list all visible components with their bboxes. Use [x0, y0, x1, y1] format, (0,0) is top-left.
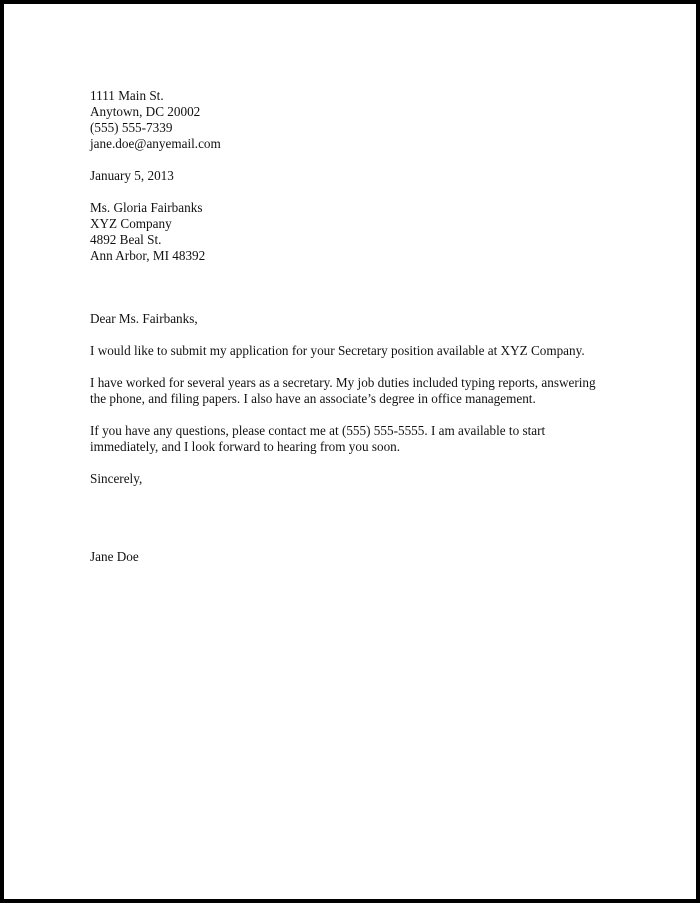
- paragraph-2-line-1: I have worked for several years as a secretary. My job duties included typing reports, answering: [90, 375, 596, 390]
- salutation: Dear Ms. Fairbanks,: [90, 311, 198, 326]
- salutation-block: [90, 311, 630, 327]
- recipient-address-block: [90, 200, 630, 264]
- closing: Sincerely,: [90, 471, 143, 486]
- sender-city: Anytown, DC 20002: [90, 104, 201, 119]
- sender-email: jane.doe@anyemail.com: [90, 136, 221, 151]
- paragraph-2-line-2: the phone, and filing papers. I also have an associate’s degree in office management.: [90, 391, 536, 406]
- letter-date: January 5, 2013: [90, 168, 174, 183]
- closing-block: [90, 471, 630, 487]
- sender-address-block: [90, 88, 630, 152]
- signature-block: [90, 549, 630, 565]
- letter-date-block: [90, 168, 630, 184]
- recipient-company: XYZ Company: [90, 216, 172, 231]
- sender-phone: (555) 555-7339: [90, 120, 173, 135]
- body-paragraph-2: [90, 375, 630, 407]
- recipient-city: Ann Arbor, MI 48392: [90, 248, 206, 263]
- signature-name: Jane Doe: [90, 549, 139, 564]
- recipient-street: 4892 Beal St.: [90, 232, 162, 247]
- sender-street: 1111 Main St.: [90, 88, 164, 103]
- body-paragraph-3: [90, 423, 630, 455]
- paragraph-1-line-1: I would like to submit my application for your Secretary position available at XYZ Company.: [90, 343, 585, 358]
- letter-body: [90, 88, 630, 565]
- body-paragraph-1: [90, 343, 630, 359]
- paragraph-3-line-1: If you have any questions, please contact me at (555) 555-5555. I am available to start: [90, 423, 546, 438]
- recipient-name: Ms. Gloria Fairbanks: [90, 200, 203, 215]
- paragraph-3-line-2: immediately, and I look forward to hearing from you soon.: [90, 439, 401, 454]
